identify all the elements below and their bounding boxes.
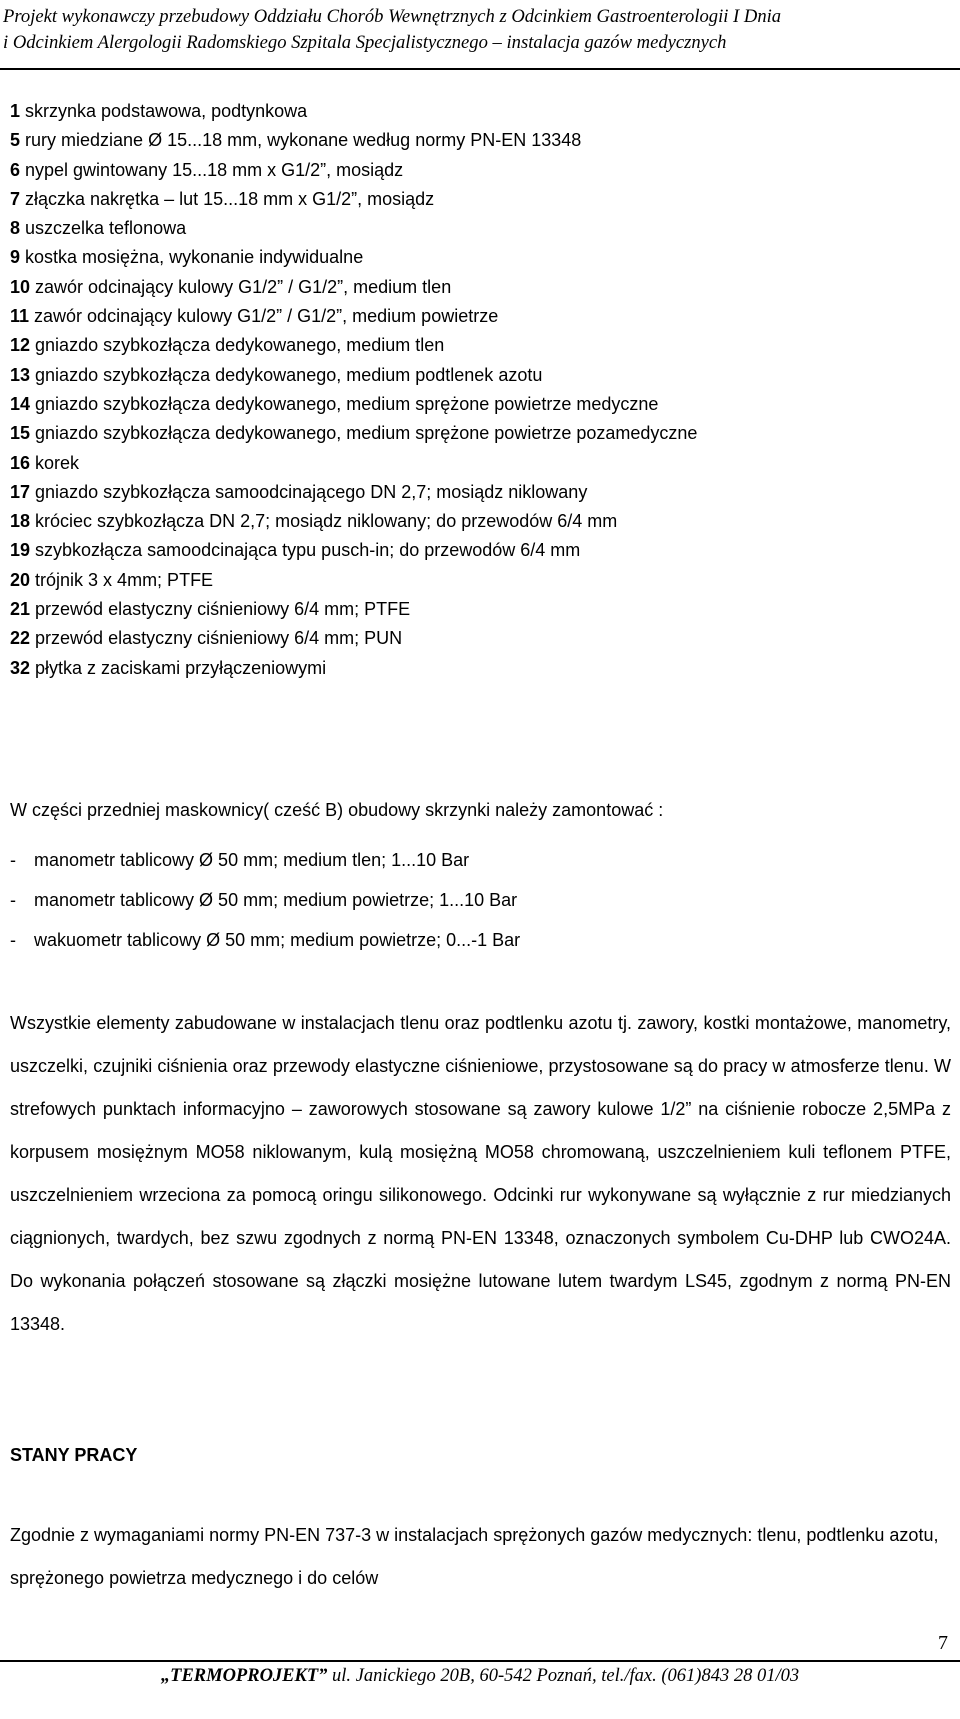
item-text: korek: [30, 452, 80, 473]
item-text: gniazdo szybkozłącza dedykowanego, medium tlen: [30, 335, 445, 356]
dash-marker: -: [10, 890, 16, 910]
list-item: [10, 390, 950, 419]
body-paragraph: Wszystkie elementy zabudowane w instalacjach tlenu oraz podtlenku azotu tj. zawory, kostki montażowe, manometry, uszczelki, czujniki ciśnienia oraz przewody elastyczne ciśnieniowe, przystosowane są do pracy w atmosferze tlenu. W strefowych punktach informacyjno – zaworowych stosowane są zawory kulowe 1/2” na ciśnienie robocze 2,5MPa z korpusem mosiężnym MO58 niklowanym, kulą mosiężną MO58 chromowaną, uszczelnieniem kuli teflonem PTFE, uszczelnieniem wrzeciona za pomocą oringu silikonowego. Odcinki rur wykonywane są wyłącznie z rur miedzianych ciągnionych, twardych, bez szwu zgodnych z normą PN-EN 13348, oznaczonych symbolem Cu-DHP lub CWO24A. Do wykonania połączeń stosowane są złączki mosiężne lutowane lutem twardym LS45, zgodnym z normą PN-EN 13348.: [10, 1013, 951, 1334]
page-header: [0, 0, 960, 70]
item-text: króciec szybkozłącza DN 2,7; mosiądz niklowany; do przewodów 6/4 mm: [30, 511, 618, 532]
list-item: [10, 331, 950, 360]
list-item: [10, 361, 950, 390]
list-item: [10, 478, 950, 507]
item-number: 9: [10, 247, 21, 268]
gauge-text: wakuometr tablicowy Ø 50 mm; medium powietrze; 0...-1 Bar: [34, 930, 521, 950]
item-text: rury miedziane Ø 15...18 mm, wykonane według normy PN-EN 13348: [20, 130, 582, 151]
parts-list: [10, 97, 950, 683]
item-text: trójnik 3 x 4mm; PTFE: [30, 569, 214, 590]
item-number: 5: [10, 130, 21, 151]
page-number: 7: [938, 1632, 948, 1654]
item-text: skrzynka podstawowa, podtynkowa: [20, 101, 308, 121]
list-item: [10, 507, 950, 536]
section-paragraph: Zgodnie z wymaganiami normy PN-EN 737-3 w instalacjach sprężonych gazów medycznych: tlenu, podtlenku azotu, sprężonego powietrza medycznego i do celów: [10, 1525, 939, 1588]
footer-divider: [0, 1660, 960, 1662]
item-text: gniazdo szybkozłącza samoodcinającego DN 2,7; mosiądz niklowany: [30, 481, 588, 502]
gauge-item: [10, 840, 520, 880]
gauge-text: manometr tablicowy Ø 50 mm; medium tlen; 1...10 Bar: [34, 850, 470, 870]
dash-marker: -: [10, 930, 16, 950]
list-item: [10, 566, 950, 595]
gauge-text: manometr tablicowy Ø 50 mm; medium powietrze; 1...10 Bar: [34, 890, 518, 910]
page-footer: [0, 1666, 960, 1687]
item-number: 16: [10, 452, 31, 473]
item-text: przewód elastyczny ciśnieniowy 6/4 mm; PUN: [30, 628, 403, 649]
item-number: 22: [10, 628, 31, 649]
list-item: [10, 214, 950, 243]
item-text: gniazdo szybkozłącza dedykowanego, medium podtlenek azotu: [30, 364, 543, 385]
item-text: szybkozłącza samoodcinająca typu pusch-in; do przewodów 6/4 mm: [30, 540, 581, 561]
dash-marker: -: [10, 850, 16, 870]
header-title-line-1: Projekt wykonawczy przebudowy Oddziału Chorób Wewnętrznych z Odcinkiem Gastroenterologii I Dnia: [3, 6, 782, 27]
item-number: 6: [10, 159, 21, 180]
footer-brand: „TERMOPROJEKT”: [160, 1666, 328, 1686]
header-title-line-2: i Odcinkiem Alergologii Radomskiego Szpitala Specjalistycznego – instalacja gazów medycznych: [3, 32, 727, 53]
list-item: [10, 419, 950, 448]
item-number: 17: [10, 481, 31, 502]
item-number: 1: [10, 101, 21, 121]
item-text: uszczelka teflonowa: [20, 218, 187, 239]
item-number: 8: [10, 218, 21, 239]
section-heading: STANY PRACY: [10, 1445, 138, 1465]
item-number: 18: [10, 511, 31, 532]
list-item: [10, 156, 950, 185]
item-number: 20: [10, 569, 31, 590]
item-number: 10: [10, 276, 31, 297]
gauge-list: [10, 840, 520, 960]
list-item: [10, 536, 950, 565]
front-cover-intro: W części przedniej maskownicy( cześć B) obudowy skrzynki należy zamontować :: [10, 800, 664, 820]
item-number: 14: [10, 393, 31, 414]
list-item: [10, 273, 950, 302]
list-item: [10, 243, 950, 272]
item-number: 21: [10, 599, 31, 620]
item-text: gniazdo szybkozłącza dedykowanego, medium sprężone powietrze medyczne: [30, 393, 659, 414]
footer-address: ul. Janickiego 20B, 60-542 Poznań, tel./fax. (061)843 28 01/03: [327, 1666, 800, 1686]
list-item: [10, 302, 950, 331]
gauge-item: [10, 920, 520, 960]
item-number: 11: [10, 306, 30, 327]
item-text: nypel gwintowany 15...18 mm x G1/2”, mosiądz: [20, 159, 404, 180]
list-item: [10, 185, 950, 214]
item-number: 7: [10, 188, 21, 209]
item-text: płytka z zaciskami przyłączeniowymi: [30, 657, 327, 678]
item-text: zawór odcinający kulowy G1/2” / G1/2”, medium tlen: [30, 276, 452, 297]
item-number: 15: [10, 423, 31, 444]
list-item: [10, 595, 950, 624]
item-text: złączka nakrętka – lut 15...18 mm x G1/2”, mosiądz: [20, 188, 435, 209]
item-number: 19: [10, 540, 31, 561]
item-text: kostka mosiężna, wykonanie indywidualne: [20, 247, 364, 268]
item-number: 12: [10, 335, 31, 356]
list-item: [10, 654, 950, 683]
list-item: [10, 126, 950, 155]
gauge-item: [10, 880, 520, 920]
list-item: [10, 624, 950, 653]
item-text: gniazdo szybkozłącza dedykowanego, medium sprężone powietrze pozamedyczne: [30, 423, 698, 444]
item-text: zawór odcinający kulowy G1/2” / G1/2”, medium powietrze: [29, 306, 499, 327]
item-text: przewód elastyczny ciśnieniowy 6/4 mm; PTFE: [30, 599, 411, 620]
item-number: 13: [10, 364, 31, 385]
item-number: 32: [10, 657, 31, 678]
list-item: [10, 97, 950, 126]
list-item: [10, 449, 950, 478]
